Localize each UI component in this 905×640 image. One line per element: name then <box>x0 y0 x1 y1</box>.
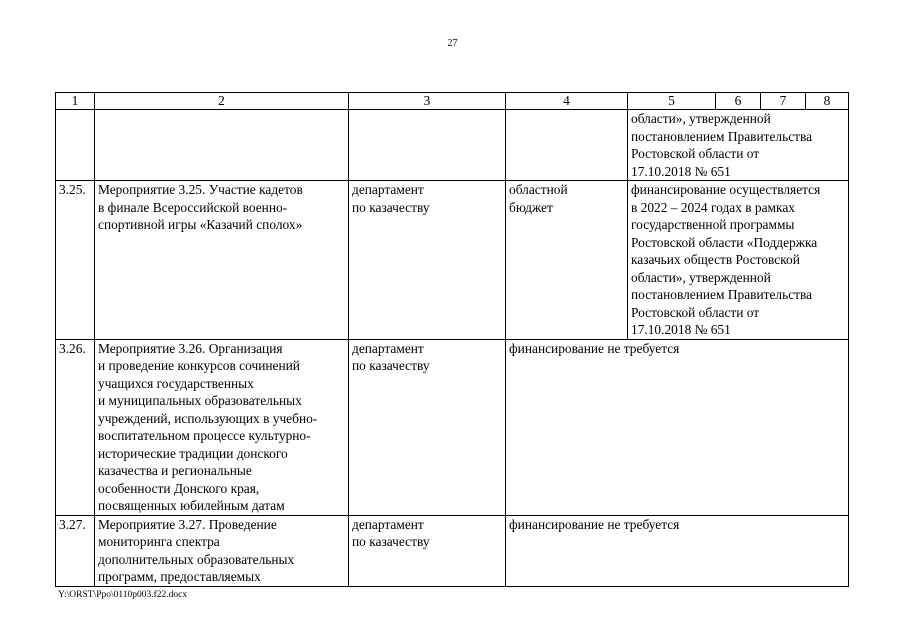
table-row <box>56 515 849 586</box>
measures-table <box>55 92 849 587</box>
funding-note: финансирование не требуется <box>506 339 849 515</box>
row-number: 3.27. <box>56 515 95 586</box>
funding-note: области», утвержденной постановлением Правительства Ростовской области от 17.10.2018 № 651 <box>628 110 849 181</box>
column-header: 2 <box>95 93 349 110</box>
column-header: 5 <box>628 93 716 110</box>
table-row <box>56 110 849 181</box>
measure-title: Мероприятие 3.25. Участие кадетов в финале Всероссийской военно- спортивной игры «Казачий сполох» <box>95 181 349 340</box>
column-header: 3 <box>349 93 506 110</box>
measure-title: Мероприятие 3.27. Проведение мониторинга спектра дополнительных образовательных программ, предоставляемых <box>95 515 349 586</box>
measure-title <box>95 110 349 181</box>
executor <box>349 110 506 181</box>
executor: департамент по казачеству <box>349 515 506 586</box>
column-header: 4 <box>506 93 628 110</box>
column-header: 8 <box>806 93 849 110</box>
column-header: 7 <box>761 93 806 110</box>
page-number: 27 <box>447 38 458 49</box>
executor: департамент по казачеству <box>349 339 506 515</box>
funding-note: финансирование осуществляется в 2022 – 2024 годах в рамках государственной программы Ростовской области «Поддержка казачьих обществ Ростовской области», утвержденной постановлением Правительства Ростовской области от 17.10.2018 № 651 <box>628 181 849 340</box>
table-row <box>56 339 849 515</box>
row-number: 3.25. <box>56 181 95 340</box>
measure-title: Мероприятие 3.26. Организация и проведение конкурсов сочинений учащихся государственных и муниципальных образовательных учреждений, использующих в учебно- воспитательном процессе культурно- исторические традиции донского казачества и региональные особенности Донского края, посвященных юбилейным датам <box>95 339 349 515</box>
funding-source <box>506 110 628 181</box>
document-path: Y:\ORST\Ppo\0110p003.f22.docx <box>58 590 188 600</box>
table-row <box>56 181 849 340</box>
row-number: 3.26. <box>56 339 95 515</box>
funding-source: областной бюджет <box>506 181 628 340</box>
column-header: 6 <box>716 93 761 110</box>
funding-note: финансирование не требуется <box>506 515 849 586</box>
row-number <box>56 110 95 181</box>
column-header: 1 <box>56 93 95 110</box>
table-header-row <box>56 93 849 110</box>
executor: департамент по казачеству <box>349 181 506 340</box>
